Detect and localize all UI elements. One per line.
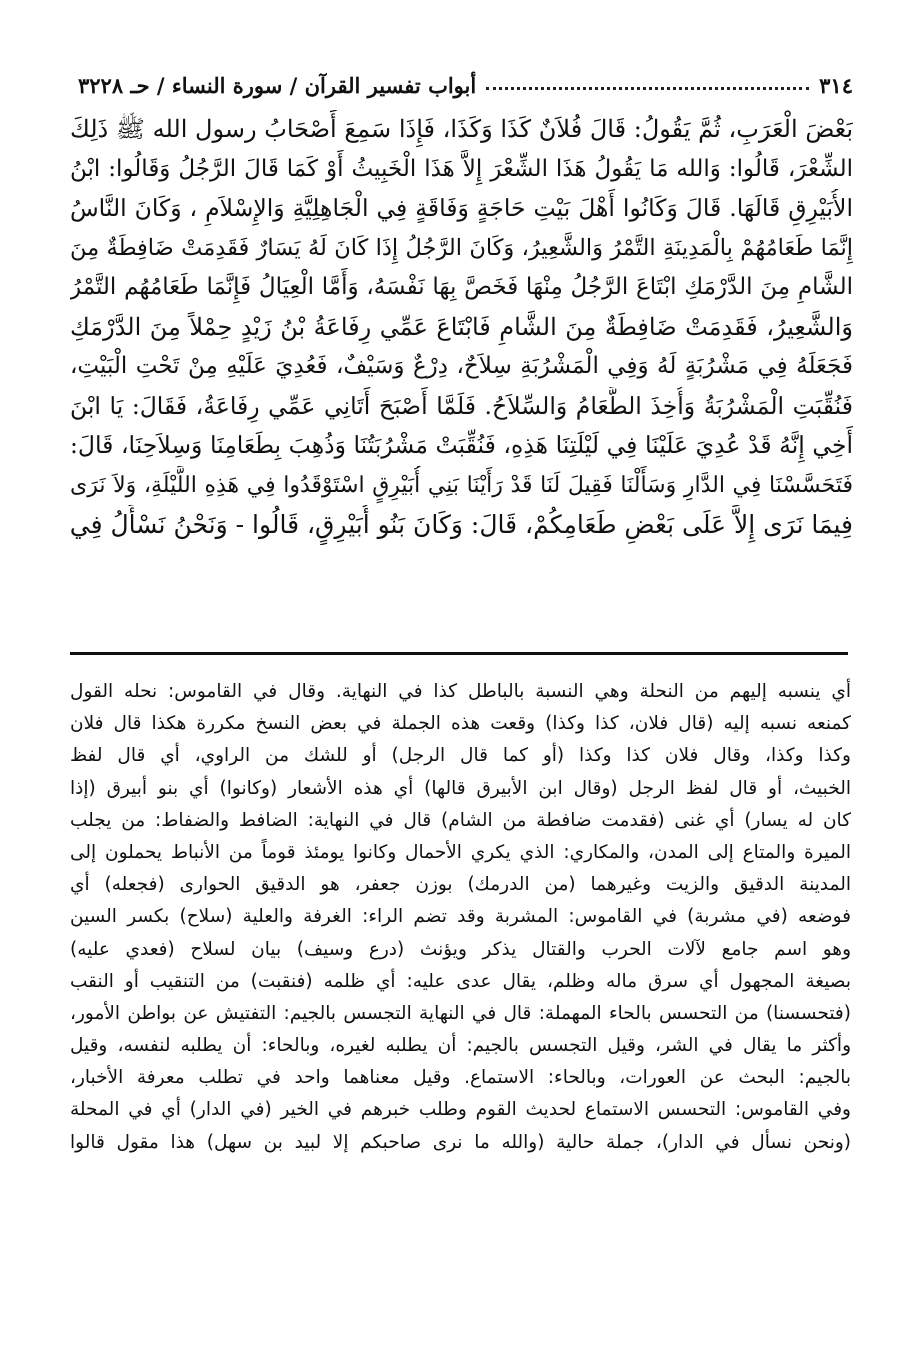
footnote-line: الميرة والمتاع إلى المدن، والمكاري: الذي يكري الأحمال وكانوا يومئذ قوماً من الأنباط يحملون إلى — [70, 841, 851, 863]
text-line: بَعْضَ الْعَرَبِ، ثُمَّ يَقُولُ: قَالَ فُلاَنٌ كَذَا وَكَذَا، فَإِذَا سَمِعَ أَصْحَابُ رسول الله ﷺ ذَلِكَ — [70, 115, 853, 143]
text-line: وَالشَّعِيرُ، فَقَدِمَتْ ضَافِطَةٌ مِنَ الشَّامِ فَابْتَاعَ عَمِّي رِفَاعَةُ بْنُ زَيْدٍ حِمْلاً مِنَ الدَّرْمَكِ — [70, 312, 853, 341]
footnote-line: وفي القاموس: التحسس الاستماع لحديث القوم وطلب خبرهم في الخير (في الدار) أي في المحلة — [70, 1099, 851, 1121]
text-line: فَجَعَلَهُ فِي مَشْرُبَةٍ لَهُ وَفِي الْمَشْرُبَةِ سِلاَحٌ، دِرْعٌ وَسَيْفٌ، فَعُدِيَ عَلَيْهِ مِنْ تَحْتِ الْبَيْتِ، — [70, 353, 853, 379]
footnote-line: وكذا وكذا، وقال فلان كذا وكذا (أو كما قال الرجل) أو للشك من الراوي، أي قال لفظ — [70, 745, 851, 767]
footnote-line: فوضعه (في مشربة) في القاموس: المشربة وقد تضم الراء: الغرفة والعلية (سلاح) بكسر السين — [70, 906, 851, 928]
commentary-footnotes — [70, 676, 851, 1159]
header-dot-leader — [486, 86, 809, 90]
footnote-line: (فتحسسنا) من التحسس بالحاء المهملة: قال في النهاية التجسس بالجيم: التفتيش عن بواطن الأمور، — [70, 1002, 851, 1024]
footnote-line: بصيغة المجهول أي سرق ماله وظلم، يقال عدى عليه: أي ظلمه (فنقبت) من التنقيب أو النقب — [70, 970, 851, 992]
text-line: فَنُقِّبَتِ الْمَشْرُبَةُ وَأُخِذَ الطَّعَامُ وَالسِّلاَحُ. فَلَمَّا أَصْبَحَ أَتَانِي عَمِّي رِفَاعَةُ، فَقَالَ: يَا ابْنَ — [70, 391, 853, 420]
text-line: فَتَحَسَّسْنَا فِي الدَّارِ وَسَأَلْنَا فَقِيلَ لَنَا قَدْ رَأَيْنَا بَنِي أُبَيْرِقٍ اسْتَوْقَدُوا فِي هَذِهِ اللَّيْلَةِ، وَلاَ نَرَى — [70, 472, 853, 498]
text-line: الشَّامِ مِنَ الدَّرْمَكِ ابْتَاعَ الرَّجُلُ مِنْهَا فَخَصَّ بِهَا نَفْسَهُ، وَأَمَّا الْعِيَالُ فَإِنَّمَا طَعَامُهُم التَّمْرُ — [70, 274, 853, 300]
footnote-line: أي ينسبه إليهم من النحلة وهي النسبة بالباطل كذا في النهاية. وقال في القاموس: نحله القول — [70, 681, 851, 702]
page-number: ٣١٤ — [819, 73, 853, 98]
page-header — [78, 58, 853, 98]
running-title: أبواب تفسير القرآن / سورة النساء / حـ ٣٢٢٨ — [78, 73, 477, 98]
footnote-line: كان له يسار) أي غنى (فقدمت ضافطة من الشام) قال في النهاية: الضافط والضفاط: من يجلب — [70, 809, 851, 831]
footnote-line: بالجيم: البحث عن العورات، وبالحاء: الاستماع. وقيل معناهما واحد في تطلب معرفة الأخبار، — [70, 1067, 851, 1089]
footnote-line: وهو اسم جامع لآلات الحرب والقتال يذكر ويؤنث (درع وسيف) بيان لسلاح (فعدي عليه) — [70, 938, 851, 960]
footnote-line: كمنعه نسبه إليه (قال فلان، كذا وكذا) وقعت هذه الجملة في بعض النسخ مكررة هكذا قال فلان — [70, 713, 851, 735]
text-line: فِيمَا نَرَى إِلاَّ عَلَى بَعْضِ طَعَامِكُمْ، قَالَ: وَكَانَ بَنُو أُبَيْرِقٍ، قَالُوا - وَنَحْنُ نَسْأَلُ فِي — [70, 510, 853, 539]
hadith-text — [70, 110, 853, 545]
footnote-line: المدينة الدقيق والزيت وغيرهما (من الدرمك) بوزن جعفر، هو الدقيق الحوارى (فجعله) أي — [70, 874, 851, 896]
footnote-divider — [70, 652, 848, 655]
footnote-line: الخبيث، أو قال لفظ الرجل (وقال ابن الأبيرق قالها) أي هذه الأشعار (وكانوا) أي بنو أبيرق (إذا — [70, 777, 851, 799]
footnote-line: وأكثر ما يقال في الشر، وقيل التجسس بالجيم: أن يطلبه لغيره، وبالحاء: أن يطلبه لنفسه، وقيل — [70, 1035, 851, 1057]
text-line: الأُبَيْرِقِ قَالَهَا. قَالَ وَكَانُوا أَهْلَ بَيْتِ حَاجَةٍ وَفَاقَةٍ فِي الْجَاهِلِيَّةِ وَالإِسْلاَمِ ، وَكَانَ النَّاسُ — [70, 194, 853, 222]
footnote-line: (ونحن نسأل في الدار)، جملة حالية (والله ما نرى صاحبكم إلا لبيد بن سهل) هذا مقول قالوا — [70, 1131, 851, 1153]
text-line: إِنَّمَا طَعَامُهُمْ بِالْمَدِينَةِ التَّمْرُ وَالشَّعِيرُ، وَكَانَ الرَّجُلُ إِذَا كَانَ لَهُ يَسَارٌ فَقَدِمَتْ ضَافِطَةٌ مِنَ — [70, 234, 853, 261]
text-line: أَخِي إِنَّهُ قَدْ عُدِيَ عَلَيْنَا فِي لَيْلَتِنَا هَذِهِ، فَنُقِّبَتْ مَشْرُبَتُنَا وَذُهِبَ بِطَعَامِنَا وَسِلاَحِنَا، قَالَ: — [70, 431, 853, 459]
text-line: الشِّعْرَ، قَالُوا: وَالله مَا يَقُولُ هَذَا الشِّعْرَ إِلاَّ هَذَا الْخَبِيثُ أَوْ كَمَا قَالَ الرَّجُلُ وَقَالُوا: ابْنُ — [70, 155, 853, 182]
